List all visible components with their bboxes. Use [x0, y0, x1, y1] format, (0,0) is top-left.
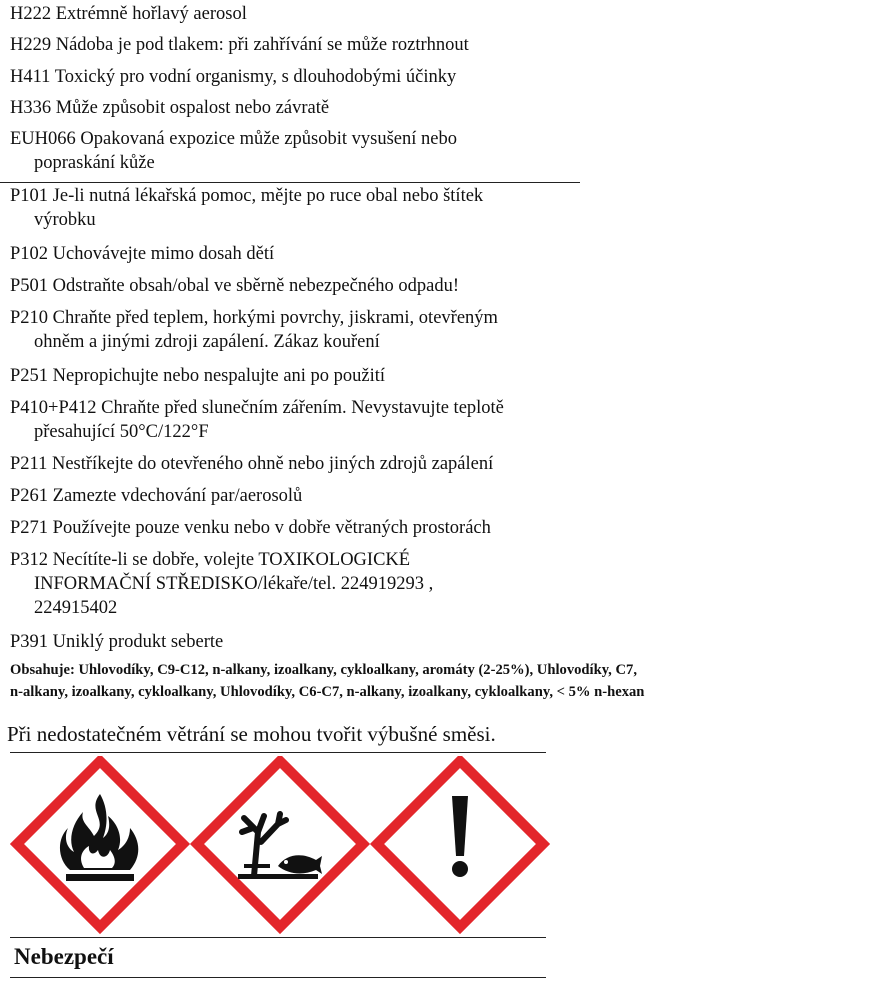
hazard-statement: H411 Toxický pro vodní organismy, s dlouhodobými účinky [10, 67, 457, 87]
hazard-statement: EUH066 Opakovaná expozice může způsobit vysušení nebo popraskání kůže [10, 129, 457, 173]
precautionary-statement: P391 Uniklý produkt seberte [10, 632, 224, 652]
environment-icon [197, 761, 363, 927]
hazard-statement: H222 Extrémně hořlavý aerosol [10, 4, 247, 24]
signal-word: Nebezpečí [14, 944, 114, 969]
signal-word-divider [10, 977, 546, 978]
hazard-pictograms [10, 756, 550, 936]
precautionary-statement: P261 Zamezte vdechování par/aerosolů [10, 486, 303, 506]
section-divider [0, 182, 580, 183]
precautionary-statement: P501 Odstraňte obsah/obal ve sběrně nebezpečného odpadu! [10, 276, 459, 296]
composition-text: Obsahuje: Uhlovodíky, C9-C12, n-alkany, izoalkany, cykloalkany, aromáty (2-25%), Uhlovodíky, C7, n-alkany, izoalkany, cykloalkany, Uhlovodíky, C6-C7, n-alkany, izoalkany, cykloalkany, < 5% n-hexan [10, 662, 645, 700]
flame-icon [17, 761, 183, 927]
hazard-statement: H336 Může způsobit ospalost nebo závratě [10, 98, 330, 118]
precautionary-statement: P211 Nestříkejte do otevřeného ohně nebo jiných zdrojů zapálení [10, 454, 494, 474]
precautionary-statement: P410+P412 Chraňte před slunečním zářením. Nevystavujte teplotě přesahující 50°C/122°F [10, 398, 504, 442]
precautionary-statement: P271 Používejte pouze venku nebo v dobře větraných prostorách [10, 518, 491, 538]
precautionary-statement: P251 Nepropichujte nebo nespalujte ani po použití [10, 366, 386, 386]
ventilation-note: Při nedostatečném větrání se mohou tvořit výbušné směsi. [7, 722, 496, 746]
pictogram-top-divider [10, 752, 546, 753]
pictogram-bottom-divider [10, 937, 546, 938]
precautionary-statement: P210 Chraňte před teplem, horkými povrchy, jiskrami, otevřeným ohněm a jinými zdroji zapálení. Zákaz kouření [10, 308, 498, 352]
exclamation-mark-icon [377, 761, 543, 927]
precautionary-statement: P312 Necítíte-li se dobře, volejte TOXIKOLOGICKÉ INFORMAČNÍ STŘEDISKO/lékaře/tel. 224919293 , 224915402 [10, 550, 434, 618]
precautionary-statement: P101 Je-li nutná lékařská pomoc, mějte po ruce obal nebo štítek výrobku [10, 186, 484, 230]
hazard-statement: H229 Nádoba je pod tlakem: při zahřívání se může roztrhnout [10, 35, 469, 55]
precautionary-statement: P102 Uchovávejte mimo dosah dětí [10, 244, 275, 264]
